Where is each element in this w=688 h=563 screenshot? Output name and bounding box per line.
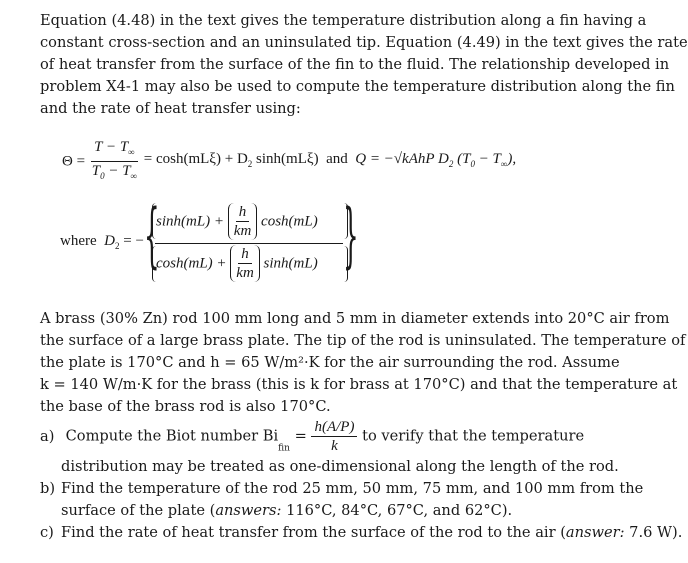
theta-symbol: Θ = (62, 153, 86, 170)
answer-label: answer: (565, 524, 625, 541)
question-c-marker: c) (40, 524, 54, 541)
intro-paragraph (40, 10, 688, 120)
intro-line: constant cross-section and an uninsulated tip. Equation (4.49) in the text gives the rate (40, 34, 688, 51)
question-a: a) Compute the Biot number $Bi_{fin}$ = $\frac{h(A/P)}{k}$ to verify that the temperature (40, 419, 585, 454)
h-over-km-fraction: $\frac{h}{km}$ (233, 204, 252, 239)
theta-fraction (89, 138, 140, 185)
problem-line: k = 140 W/m·K for the brass (this is k for brass at 170°C) and that the temperature at (40, 376, 678, 393)
problem-paragraph (40, 308, 686, 418)
temperature-rhs: = $\cosh(mL\xi) + D_2$ sinh(mLξ) and Q = −√kAhP $D_2$ $(T_0 - T_\infty)$, (143, 151, 517, 169)
question-a-marker: a) (40, 427, 55, 445)
heat-rate-equation: Q = −√kAhP $D_2$ $(T_0 - T_\infty)$, (355, 151, 517, 169)
d2-denominator: cosh(mL) + $\frac{h}{km}$ sinh(mL) (156, 246, 318, 281)
question-c: c) Find the rate of heat transfer from the surface of the rod to the air (answer: 7.6 W). (40, 522, 682, 544)
intro-line: of heat transfer from the surface of the fin to the fluid. The relationship developed in (40, 56, 670, 73)
d2-numerator: sinh(mL) + $\frac{h}{km}$ cosh(mL) (156, 204, 318, 239)
problem-line: A brass (30% Zn) rod 100 mm long and 5 mm in diameter extends into 20°C air from (40, 310, 670, 327)
question-b-marker: b) (40, 480, 56, 497)
numerator-bracket (152, 203, 348, 239)
intro-line: Equation (4.48) in the text gives the temperature distribution along a fin having a (40, 12, 647, 29)
and-word: and (326, 151, 348, 167)
h-over-km-fraction: $\frac{h}{km}$ (236, 246, 254, 281)
intro-line: problem X4-1 may also be used to compute the temperature distribution along the fin (40, 78, 675, 95)
intro-line: and the rate of heat transfer using: (40, 100, 301, 117)
theta-numerator: $T - T_\infty$ (91, 138, 137, 162)
problem-line: the base of the brass rod is also 170°C. (40, 398, 331, 415)
question-b: b) Find the temperature of the rod 25 mm, 50 mm, 75 mm, and 100 mm from the (40, 478, 643, 500)
left-brace: { (144, 194, 160, 276)
right-brace: } (343, 194, 359, 276)
problem-line: the plate is 170°C and h = 65 W/m²·K for the air surrounding the rod. Assume (40, 354, 620, 371)
biot-fraction: $\frac{h(A/P)}{k}$ (311, 418, 357, 455)
equation-temperature (62, 138, 516, 185)
answers-label: answers: (215, 502, 282, 519)
question-b-line2: surface of the plate (answers: 116°C, 84°C, 67°C, and 62°C). (61, 502, 513, 519)
d2-fraction-bar (155, 243, 343, 244)
problem-line: the surface of a large brass plate. The tip of the rod is uninsulated. The temperature of (40, 332, 686, 349)
question-a-line2: distribution may be treated as one-dimensional along the length of the rod. (61, 458, 619, 475)
theta-denominator: $T_0 - T_\infty$ (91, 163, 138, 181)
denominator-bracket (152, 246, 348, 282)
d2-label: where $D_2$ = − (60, 233, 144, 251)
